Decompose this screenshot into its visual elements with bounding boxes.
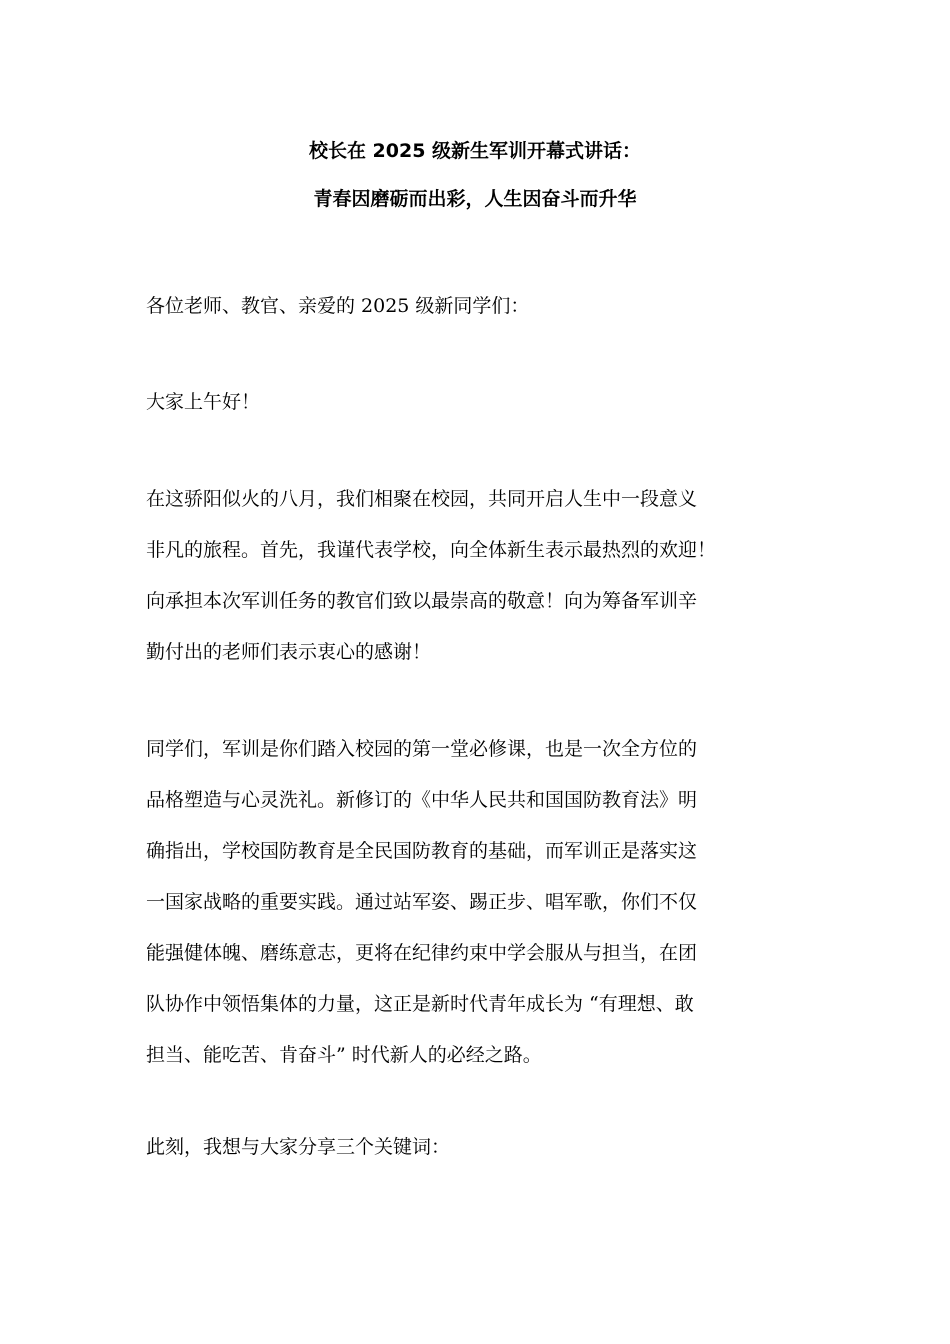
paragraph-line: 一国家战略的重要实践。通过站军姿、踢正步、唱军歌，你们不仅 xyxy=(146,891,698,913)
greeting-paragraph xyxy=(146,281,826,332)
paragraph-line: 同学们，军训是你们踏入校园的第一堂必修课，也是一次全方位的 xyxy=(146,738,698,760)
paragraph-line: 能强健体魄、磨练意志，更将在纪律约束中学会服从与担当，在团 xyxy=(146,942,698,964)
hello-paragraph xyxy=(146,377,826,428)
paragraph-line: 向承担本次军训任务的教官们致以最崇高的敬意！向为筹备军训辛 xyxy=(146,590,698,612)
document-title-line-1: 校长在 2025 级新生军训开幕式讲话： xyxy=(308,140,642,162)
body-paragraph-2 xyxy=(146,724,826,1081)
body-paragraph-1 xyxy=(146,474,826,678)
greeting-text: 各位老师、教官、亲爱的 2025 级新同学们： xyxy=(146,295,530,317)
paragraph-line: 此刻，我想与大家分享三个关键词： xyxy=(146,1136,451,1158)
paragraph-line: 担当、能吃苦、肯奋斗” 时代新人的必经之路。 xyxy=(146,1044,542,1066)
paragraph-line: 非凡的旅程。首先，我谨代表学校，向全体新生表示最热烈的欢迎！ xyxy=(146,539,717,561)
paragraph-line: 勤付出的老师们表示衷心的感谢！ xyxy=(146,641,432,663)
paragraph-line: 队协作中领悟集体的力量，这正是新时代青年成长为 “有理想、敢 xyxy=(146,993,694,1015)
paragraph-line: 品格塑造与心灵洗礼。新修订的《中华人民共和国国防教育法》明 xyxy=(146,789,698,811)
document-title-line-2: 青春因磨砺而出彩，人生因奋斗而升华 xyxy=(313,188,637,210)
body-paragraph-3 xyxy=(146,1122,826,1173)
paragraph-line: 在这骄阳似火的八月，我们相聚在校园，共同开启人生中一段意义 xyxy=(146,488,698,510)
hello-text: 大家上午好！ xyxy=(146,391,261,413)
paragraph-line: 确指出，学校国防教育是全民国防教育的基础，而军训正是落实这 xyxy=(146,840,698,862)
